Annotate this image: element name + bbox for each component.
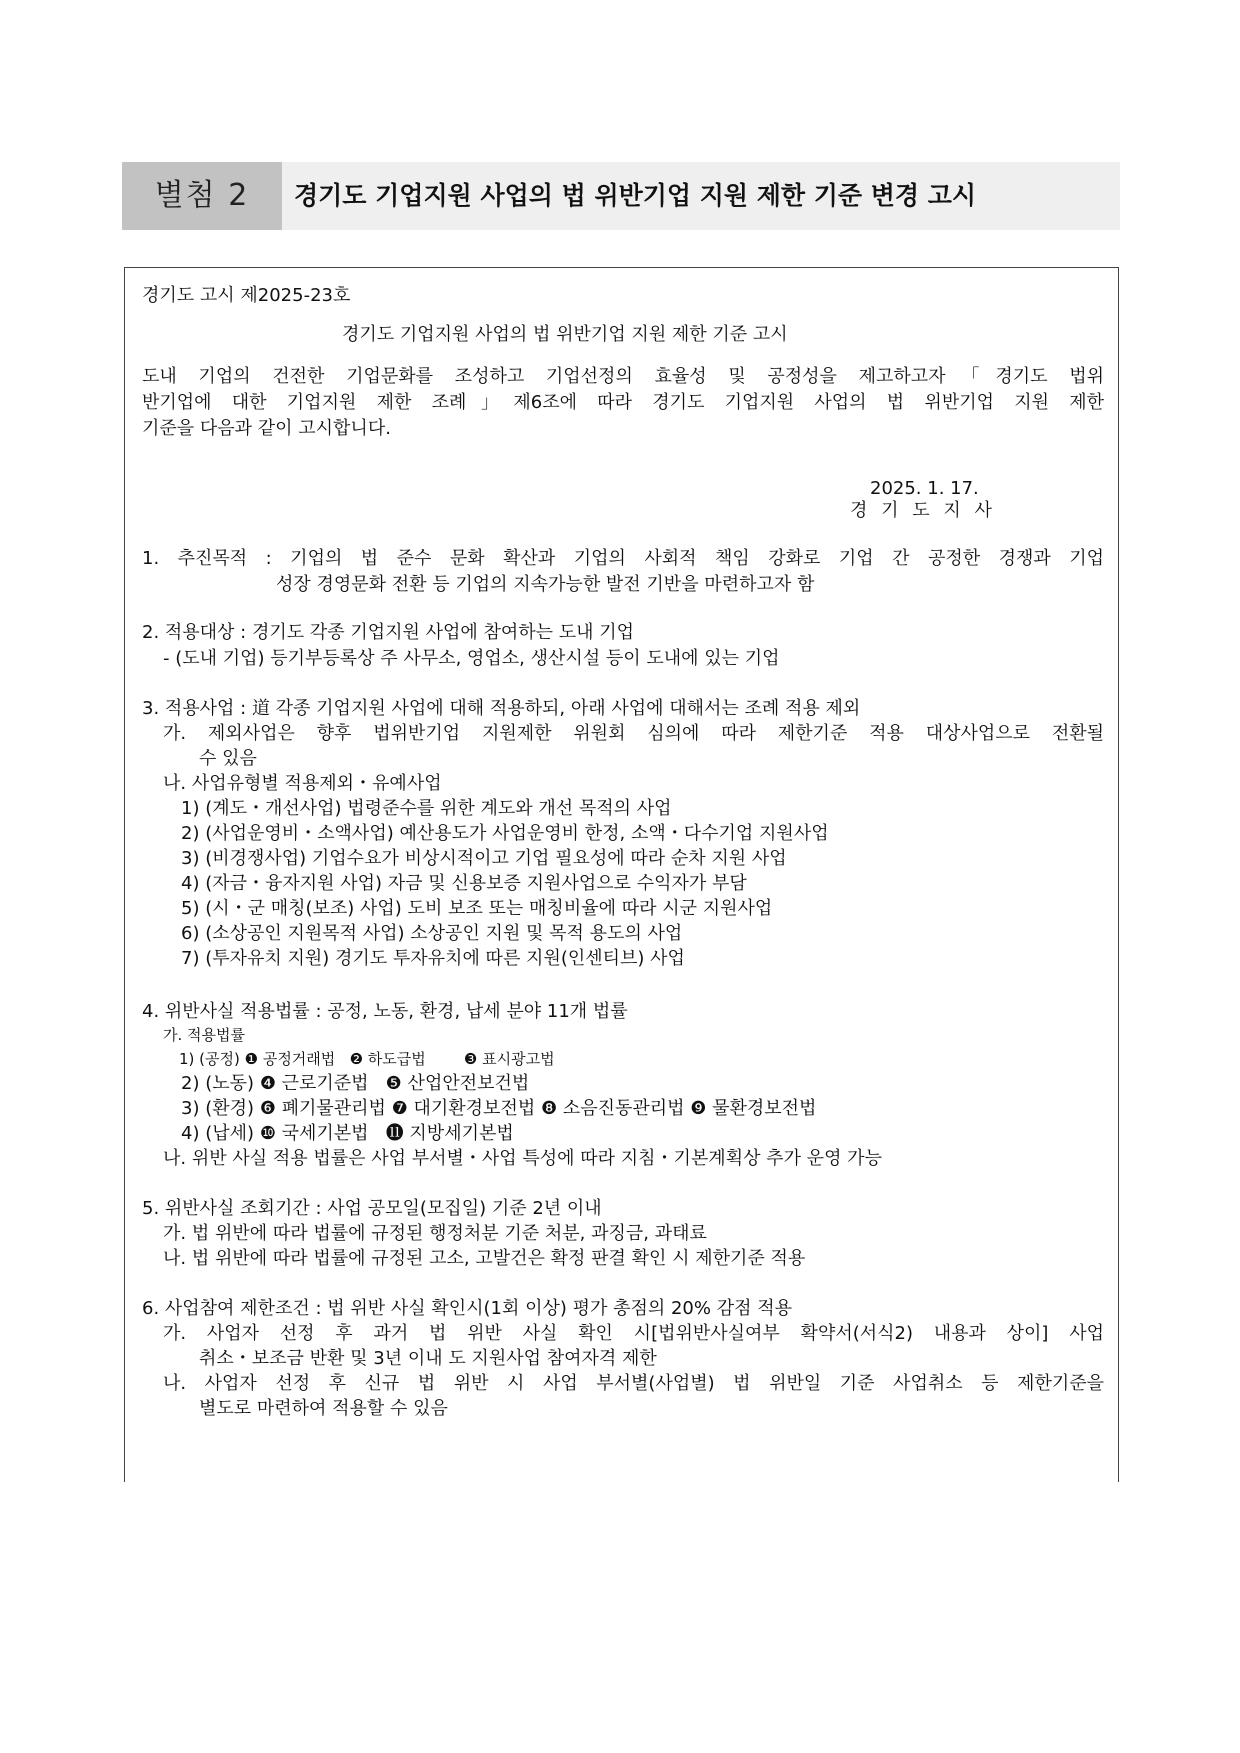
section-5-ga: 가. 법 위반에 따라 법률에 규정된 행정처분 기준 처분, 과징금, 과태료 xyxy=(163,1223,707,1244)
section-3-ga: 수 있음 xyxy=(199,748,257,769)
notice-signer: 경 기 도 지 사 xyxy=(850,500,996,521)
intro-line: 반기업에 대한 기업지원 제한 조례」제6조에 따라 경기도 기업지원 사업의 법 위반기업 지원 제한 xyxy=(142,392,1104,413)
notice-title: 경기도 기업지원 사업의 법 위반기업 지원 제한 기준 고시 xyxy=(342,324,788,345)
section-6-line: 6. 사업참여 제한조건 : 법 위반 사실 확인시(1회 이상) 평가 총점의 20% 감점 적용 xyxy=(142,1298,792,1319)
attachment-title: 경기도 기업지원 사업의 법 위반기업 지원 제한 기준 변경 고시 xyxy=(294,181,977,210)
section-3-na: 나. 사업유형별 적용제외・유예사업 xyxy=(163,773,442,794)
notice-date: 2025. 1. 17. xyxy=(870,478,979,499)
section-6-na: 나. 사업자 선정 후 신규 법 위반 시 사업 부서별(사업별) 법 위반일 기준 사업취소 등 제한기준을 xyxy=(163,1373,1104,1394)
section-3-item: 6) (소상공인 지원목적 사업) 소상공인 지원 및 목적 용도의 사업 xyxy=(181,923,683,944)
section-3-item: 4) (자금・융자지원 사업) 자금 및 신용보증 지원사업으로 수익자가 부담 xyxy=(181,873,747,894)
section-3-line: 3. 적용사업 : 道 각종 기업지원 사업에 대해 적용하되, 아래 사업에 대해서는 조례 적용 제외 xyxy=(142,698,861,719)
law-list-line: 3) (환경) ❻ 폐기물관리법 ❼ 대기환경보전법 ❽ 소음진동관리법 ❾ 물환경보전법 xyxy=(181,1098,817,1119)
intro-line: 기준을 다음과 같이 고시합니다. xyxy=(142,418,391,439)
section-3-ga: 가. 제외사업은 향후 법위반기업 지원제한 위원회 심의에 따라 제한기준 적용 대상사업으로 전환될 xyxy=(163,723,1104,744)
section-4-ga: 가. 적용법률 xyxy=(163,1026,245,1044)
law-list-line: 1) (공정) ❶ 공정거래법 ❷ 하도급법 ❸ 표시광고법 xyxy=(179,1050,555,1068)
section-3-item: 7) (투자유치 지원) 경기도 투자유치에 따른 지원(인센티브) 사업 xyxy=(181,948,685,969)
law-list-line: 2) (노동) ❹ 근로기준법 ❺ 산업안전보건법 xyxy=(181,1073,530,1094)
section-3-item: 3) (비경쟁사업) 기업수요가 비상시적이고 기업 필요성에 따라 순차 지원 사업 xyxy=(181,848,787,869)
law-list-line: 4) (납세) ❿ 국세기본법 ⓫ 지방세기본법 xyxy=(181,1123,514,1144)
section-5-line: 5. 위반사실 조회기간 : 사업 공모일(모집일) 기준 2년 이내 xyxy=(142,1198,602,1219)
section-4-na: 나. 위반 사실 적용 법률은 사업 부서별・사업 특성에 따라 지침・기본계획상 추가 운영 가능 xyxy=(163,1148,882,1169)
section-2-line: 2. 적용대상 : 경기도 각종 기업지원 사업에 참여하는 도내 기업 xyxy=(142,622,635,643)
section-3-item: 5) (시・군 매칭(보조) 사업) 도비 보조 또는 매칭비율에 따라 시군 지원사업 xyxy=(181,898,773,919)
section-4-line: 4. 위반사실 적용법률 : 공정, 노동, 환경, 납세 분야 11개 법률 xyxy=(142,1001,628,1022)
attachment-tag: 별첨 2 xyxy=(122,162,282,230)
section-2-line: - (도내 기업) 등기부등록상 주 사무소, 영업소, 생산시설 등이 도내에 있는 기업 xyxy=(163,648,780,669)
section-1-line: 성장 경영문화 전환 등 기업의 지속가능한 발전 기반을 마련하고자 함 xyxy=(276,574,815,595)
intro-line: 도내 기업의 건전한 기업문화를 조성하고 기업선정의 효율성 및 공정성을 제고하고자「경기도 법위 xyxy=(142,366,1104,387)
section-3-item: 1) (계도・개선사업) 법령준수를 위한 계도와 개선 목적의 사업 xyxy=(181,798,672,819)
attachment-header xyxy=(122,162,1120,230)
notice-number: 경기도 고시 제2025-23호 xyxy=(142,285,351,306)
section-6-na: 별도로 마련하여 적용할 수 있음 xyxy=(199,1398,448,1419)
section-1-line: 1. 추진목적 : 기업의 법 준수 문화 확산과 기업의 사회적 책임 강화로 기업 간 공정한 경쟁과 기업 xyxy=(142,548,1104,569)
section-3-item: 2) (사업운영비・소액사업) 예산용도가 사업운영비 한정, 소액・다수기업 지원사업 xyxy=(181,823,829,844)
section-6-ga: 취소・보조금 반환 및 3년 이내 도 지원사업 참여자격 제한 xyxy=(199,1348,657,1369)
section-5-na: 나. 법 위반에 따라 법률에 규정된 고소, 고발건은 확정 판결 확인 시 제한기준 적용 xyxy=(163,1248,806,1269)
section-6-ga: 가. 사업자 선정 후 과거 법 위반 사실 확인 시[법위반사실여부 확약서(서식2) 내용과 상이] 사업 xyxy=(163,1323,1104,1344)
